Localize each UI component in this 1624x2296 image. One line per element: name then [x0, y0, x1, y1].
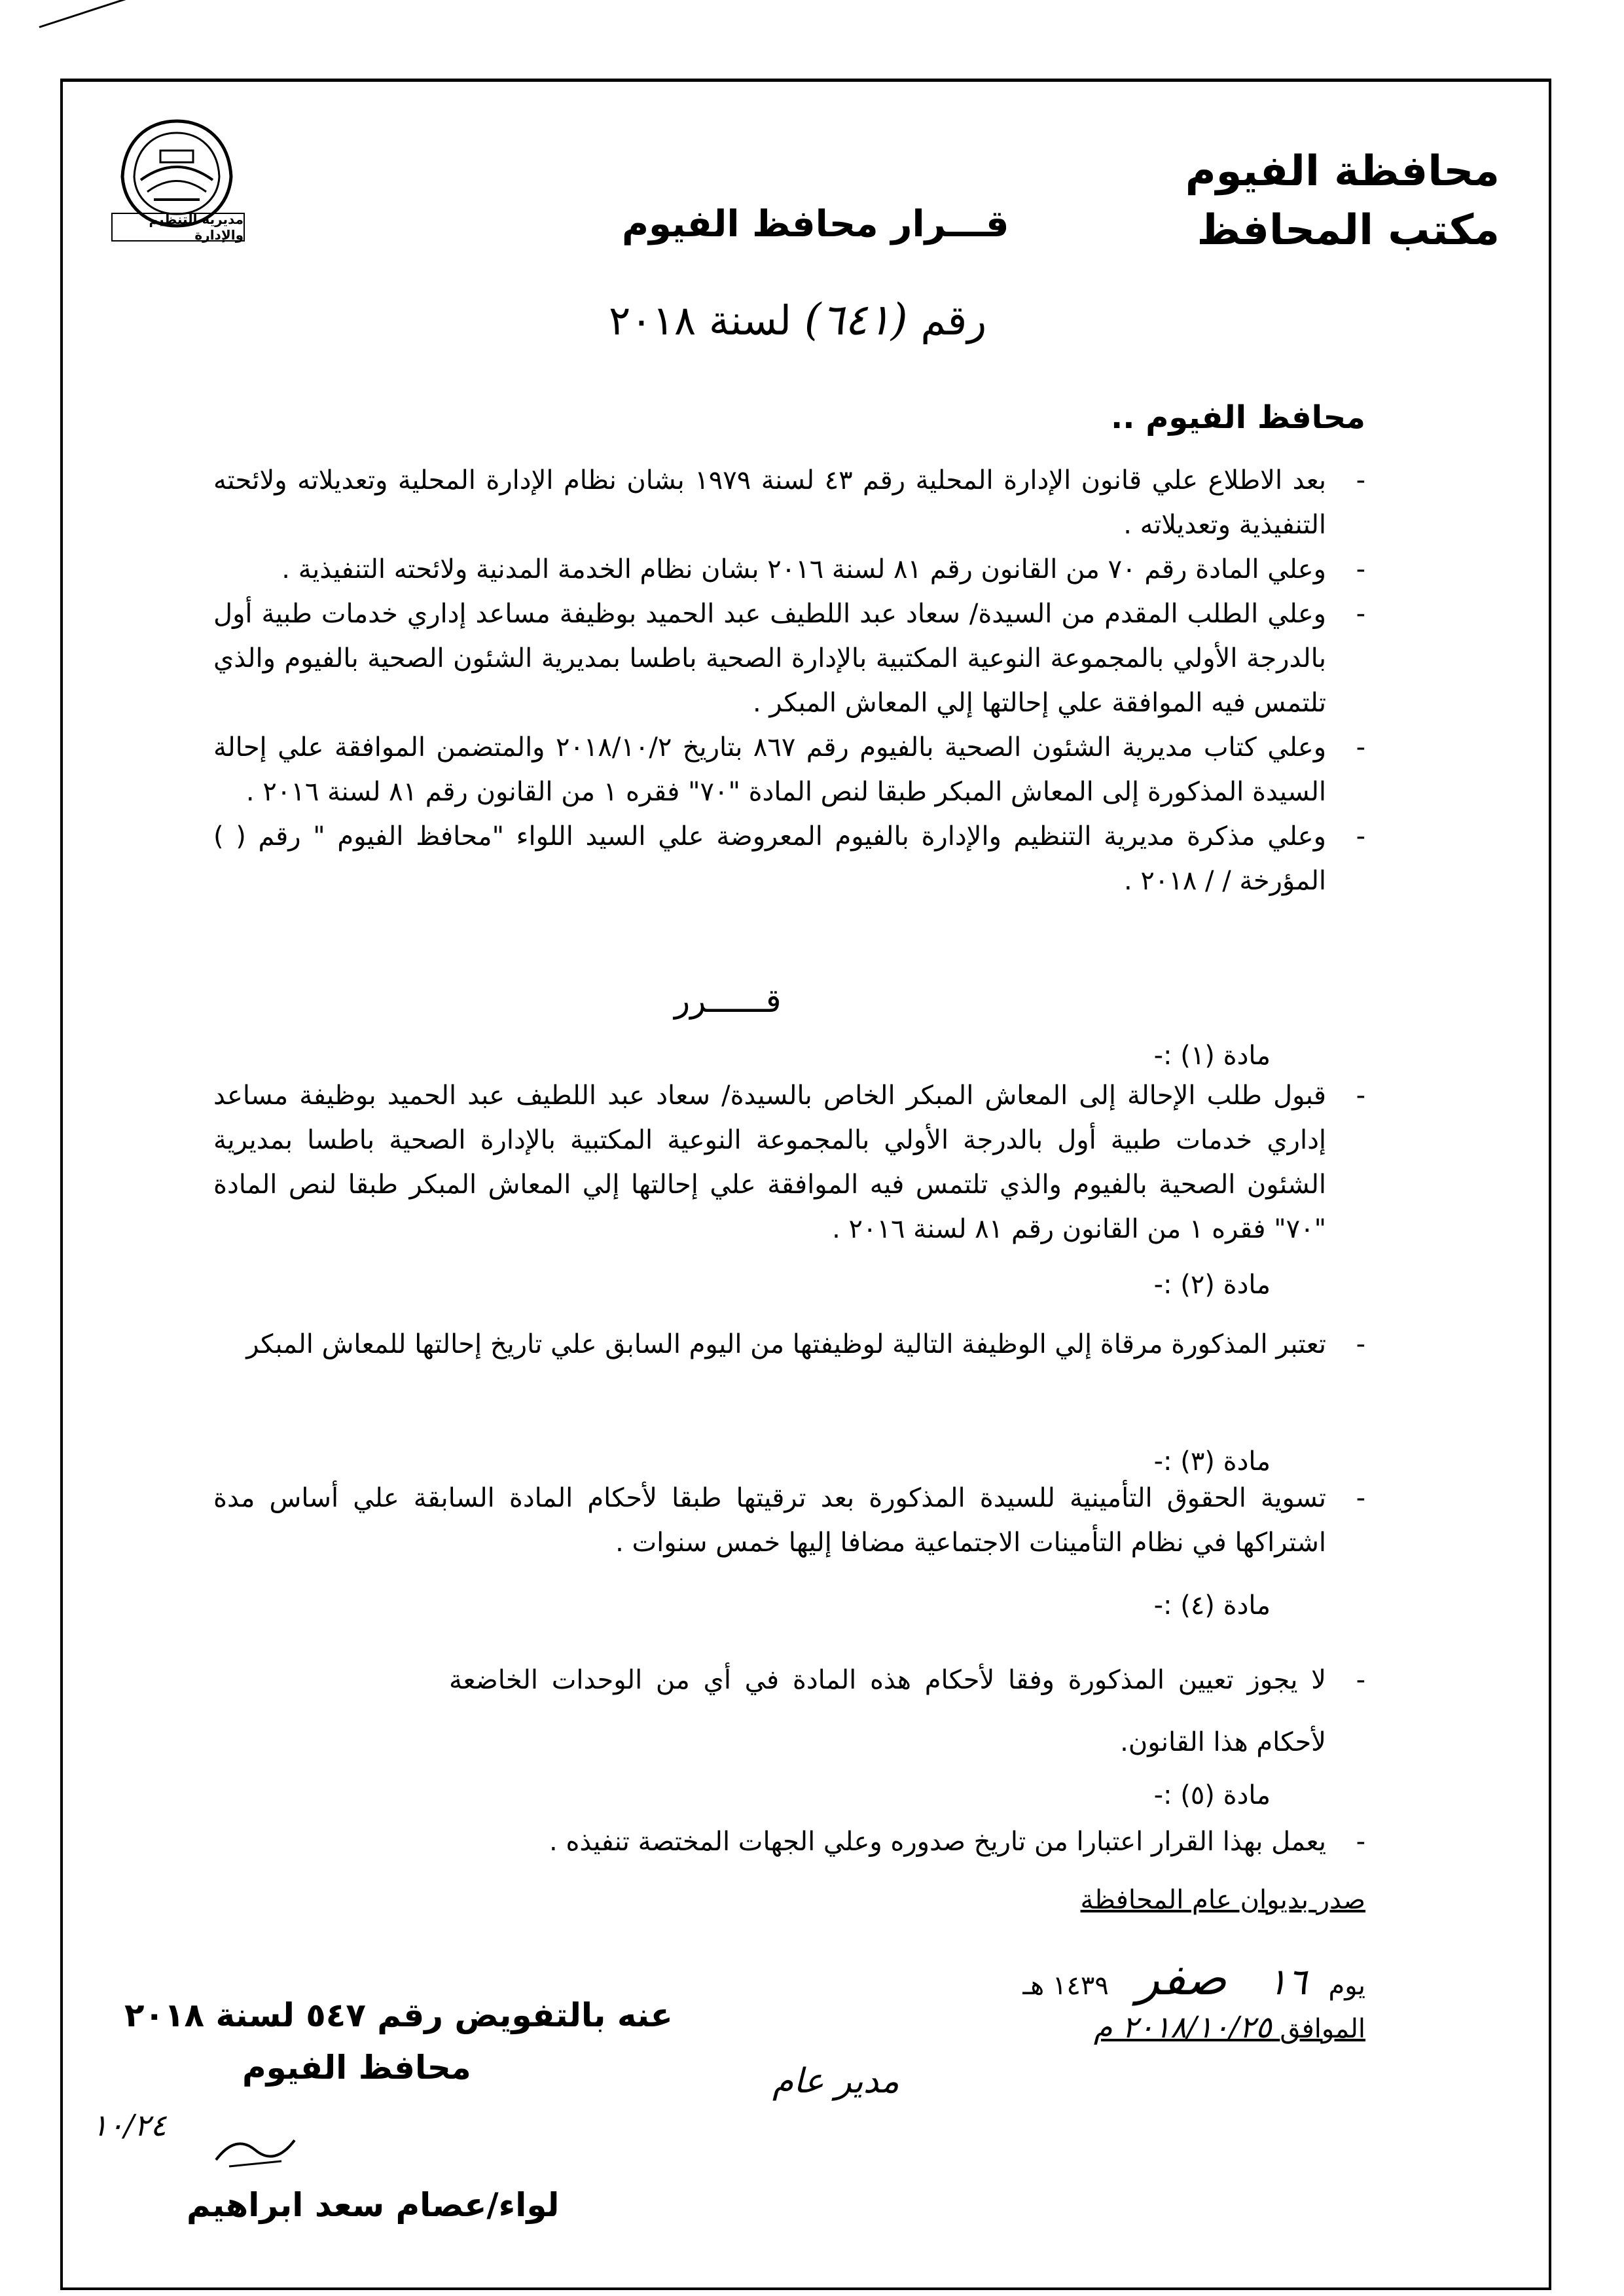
- signatory-role: محافظ الفيوم: [242, 2049, 471, 2087]
- delegation-line: عنه بالتفويض رقم ٥٤٧ لسنة ٢٠١٨: [124, 1996, 673, 2034]
- decree-title: قـــرار محافظ الفيوم: [622, 203, 1009, 245]
- signature-mark-icon: [209, 2121, 301, 2173]
- decree-number-line: [609, 295, 986, 345]
- article-2-heading: مادة (٢) :-: [1153, 1270, 1271, 1300]
- preamble-item: - وعلي المادة رقم ٧٠ من القانون رقم ٨١ لسنة ٢٠١٦ بشان نظام الخدمة المدنية ولائحته التنفيذية .: [281, 554, 1365, 584]
- preamble-item: - بعد الاطلاع علي قانون الإدارة المحلية رقم ٤٣ لسنة ١٩٧٩ بشان نظام الإدارة المحلية وتعديلاته ولائحته التنفيذية وتعديلاته .: [213, 465, 1365, 540]
- gregorian-date-line: [1094, 2009, 1365, 2045]
- decides-heading: قــــــرر: [674, 982, 782, 1020]
- article-1: [213, 1073, 1365, 1251]
- hijri-year: ١٤٣٩ هـ: [1022, 1971, 1109, 2001]
- hijri-month: صفر: [1136, 1950, 1227, 2005]
- article-4: [449, 1649, 1365, 1774]
- signatory-name: لواء/عصام سعد ابراهيم: [187, 2186, 560, 2224]
- handwritten-date: ١٠/٢٤: [92, 2108, 167, 2143]
- governorate-name: محافظة الفيوم: [1185, 147, 1500, 196]
- preamble-item: - وعلي كتاب مديرية الشئون الصحية بالفيوم رقم ٨٦٧ بتاريخ ٢٠١٨/١٠/٢ والمتضمن الموافقة علي إحالة السيدة المذكورة إلى المعاش المبكر طبقا لنص المادة "٧٠" فقره ١ من القانون رقم ٨١ لسنة ٢٠١٦ .: [213, 732, 1365, 807]
- seal-caption: مديرية التنظيم والإدارة: [111, 213, 245, 242]
- hijri-prefix: يوم: [1328, 1971, 1365, 2001]
- governor-heading: محافظ الفيوم ..: [1111, 399, 1365, 436]
- article-3-text: - تسوية الحقوق التأمينية للسيدة المذكورة بعد ترقيتها طبقا لأحكام المادة السابقة علي أساس مدة اشتراكها في نظام التأمينات الاجتماعية مضافا إليها خمس سنوات .: [213, 1483, 1365, 1558]
- hijri-date-line: [1022, 1950, 1365, 2005]
- governor-office: مكتب المحافظ: [1197, 206, 1500, 255]
- decree-number: (٦٤١): [804, 295, 908, 345]
- corner-mark: [39, 0, 139, 28]
- handwritten-note: مدير عام: [772, 2062, 899, 2101]
- article-5-text: - يعمل بهذا القرار اعتبارا من تاريخ صدوره وعلي الجهات المختصة تنفيذه .: [549, 1827, 1365, 1857]
- hijri-day: ١٦: [1267, 1961, 1307, 2003]
- number-prefix: رقم: [920, 296, 987, 344]
- greg-date: ٢٠١٨/١٠/٢٥ م: [1093, 2009, 1272, 2045]
- greg-prefix: الموافق: [1280, 2014, 1365, 2044]
- article-4-text: - لا يجوز تعيين المذكورة وفقا لأحكام هذه المادة في أي من الوحدات الخاضعة لأحكام هذا القانون.: [449, 1665, 1365, 1757]
- preamble: [213, 458, 1365, 903]
- article-5-heading: مادة (٥) :-: [1153, 1780, 1271, 1810]
- number-suffix: لسنة ٢٠١٨: [609, 296, 792, 344]
- preamble-item: - وعلي الطلب المقدم من السيدة/ سعاد عبد اللطيف عبد الحميد بوظيفة مساعد إداري خدمات طبية أول بالدرجة الأولي بالمجموعة النوعية المكتبية بالإدارة الصحية باطسا بمديرية الشئون الصحية بالفيوم والذي تلتمس فيه الموافقة علي إحالتها إلي المعاش المبكر .: [213, 599, 1365, 718]
- article-2-text: - تعتبر المذكورة مرقاة إلي الوظيفة التالية لوظيفتها من اليوم السابق علي تاريخ إحالتها للمعاش المبكر: [246, 1329, 1365, 1359]
- article-1-heading: مادة (١) :-: [1153, 1041, 1271, 1071]
- article-1-text: - قبول طلب الإحالة إلى المعاش المبكر الخاص بالسيدة/ سعاد عبد اللطيف عبد الحميد بوظيفة مساعد إداري خدمات طبية أول بالدرجة الأولي بالمجموعة النوعية المكتبية بالإدارة الصحية باطسا بمديرية الشئون الصحية بالفيوم والذي تلتمس فيه الموافقة علي إحالتها إلي المعاش المبكر طبقا لنص المادة "٧٠" فقره ١ من القانون رقم ٨١ لسنة ٢٠١٦ .: [213, 1081, 1365, 1244]
- preamble-item: - وعلي مذكرة مديرية التنظيم والإدارة بالفيوم المعروضة علي السيد اللواء "محافظ الفيوم " رقم ( ) المؤرخة / / ٢٠١٨ .: [213, 821, 1365, 896]
- article-2: [213, 1322, 1365, 1367]
- article-5: [213, 1820, 1365, 1864]
- article-3-heading: مادة (٣) :-: [1153, 1446, 1271, 1477]
- issued-place: صدر بديوان عام المحافظة: [1080, 1885, 1365, 1915]
- article-4-heading: مادة (٤) :-: [1153, 1590, 1271, 1621]
- article-3: [213, 1476, 1365, 1565]
